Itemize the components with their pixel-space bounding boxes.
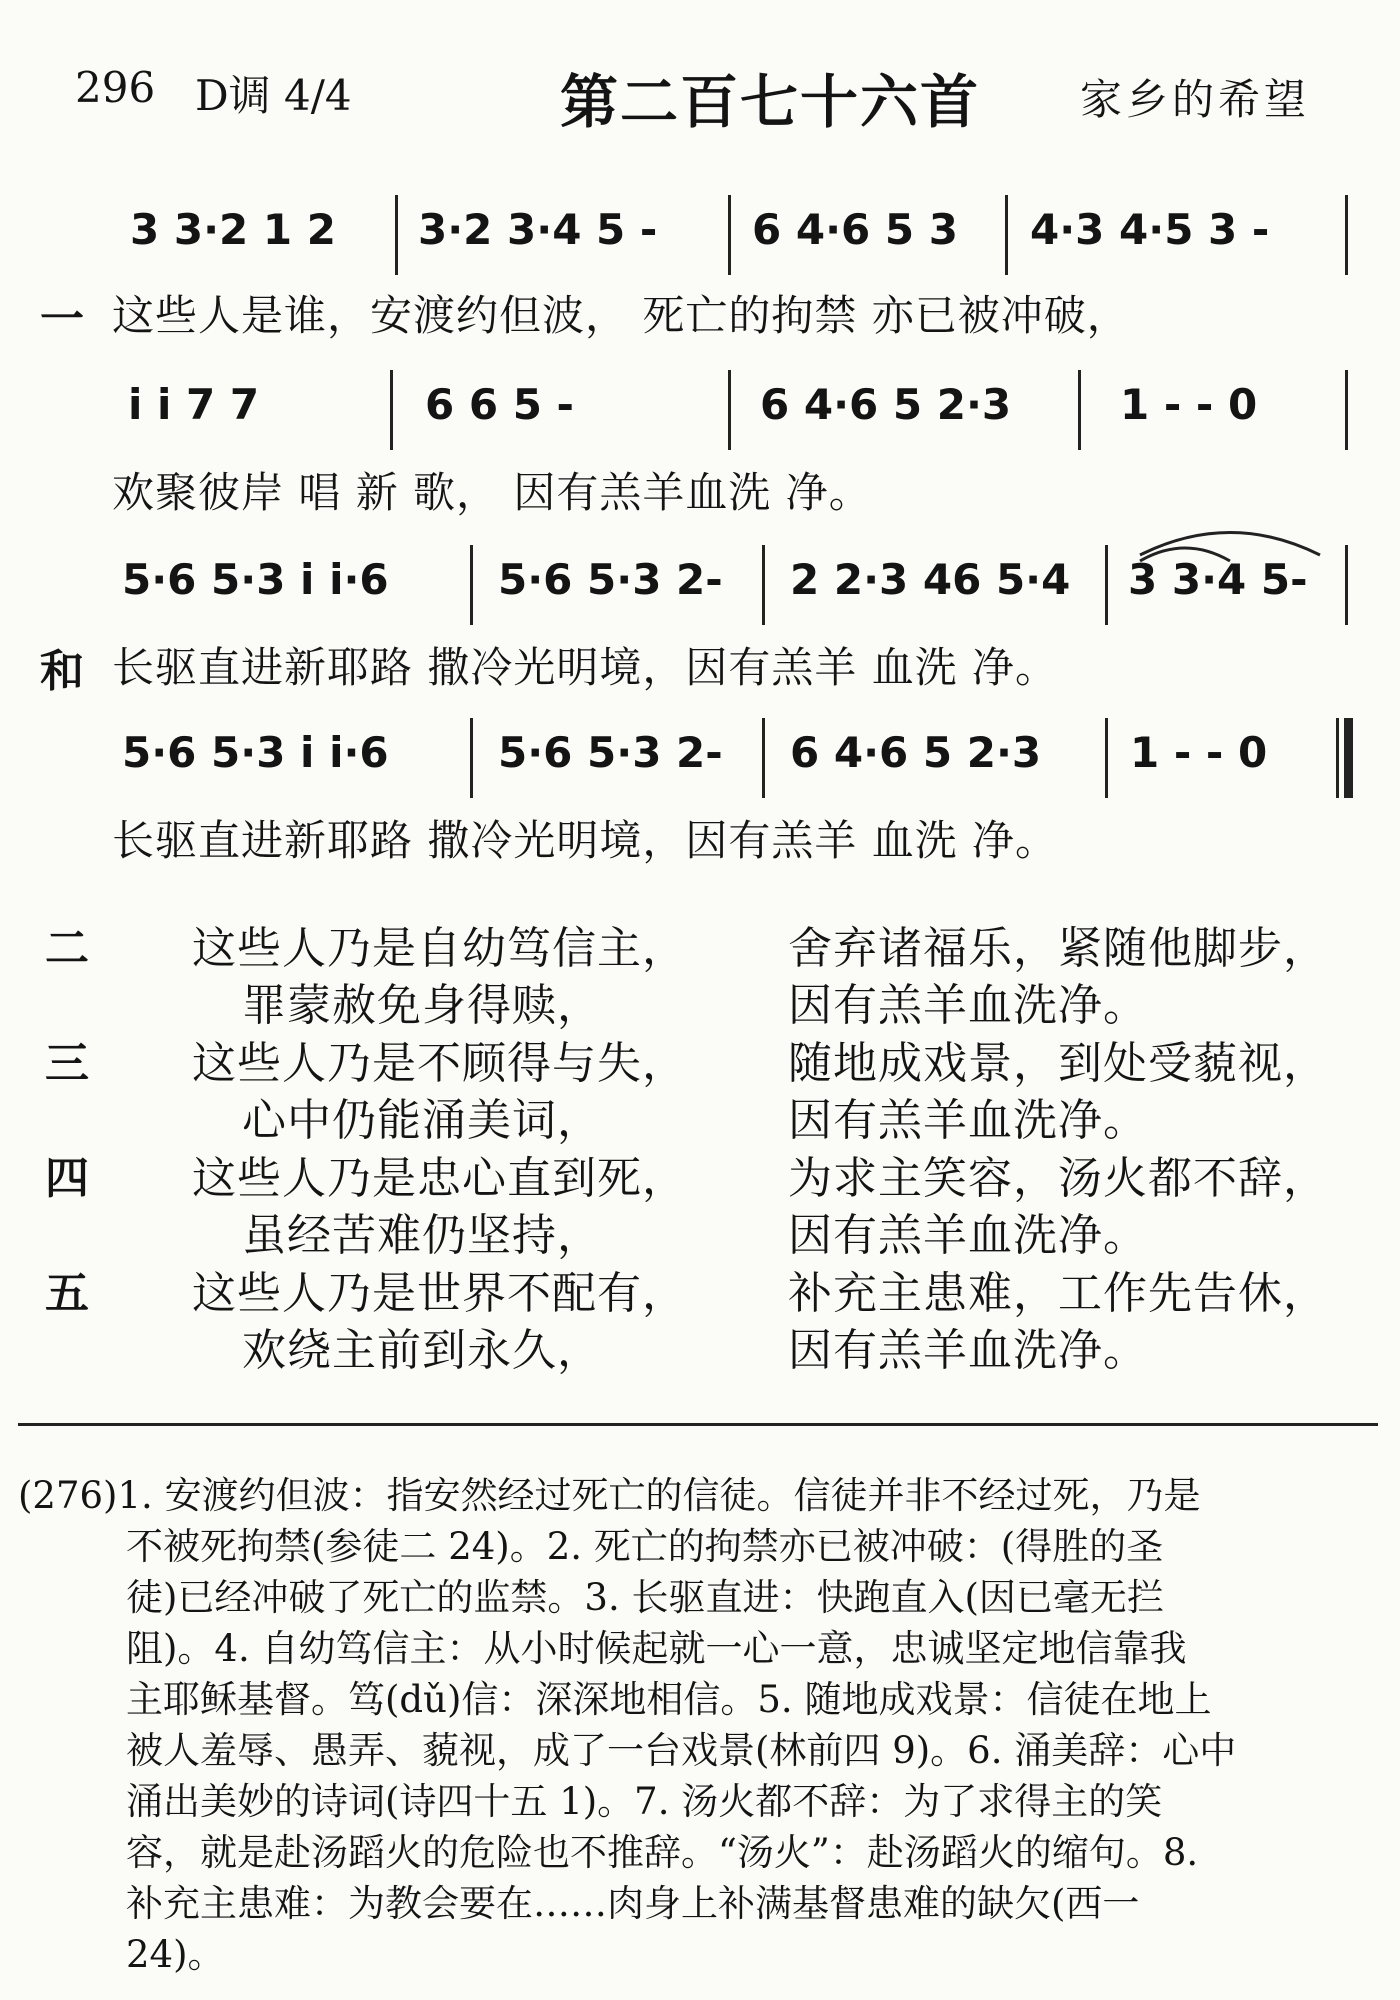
barline <box>470 718 473 798</box>
barline <box>390 370 393 450</box>
barline <box>1105 718 1108 798</box>
footnote-line: 补充主患难：为教会要在……肉身上补满基督患难的缺欠(西一 <box>126 1882 1140 1925</box>
verse-line: 因有羔羊血洗净。 <box>788 1325 1148 1376</box>
measure: 5·6 5·3 i i·6 <box>122 728 389 777</box>
measure: 4·3 4·5 3 - <box>1030 205 1270 254</box>
notation-line <box>0 195 1400 275</box>
verse-number: 五 <box>45 1268 89 1319</box>
verse-number: 四 <box>45 1153 89 1204</box>
key-and-meter: D调 4/4 <box>195 71 352 120</box>
verse-line: 欢绕主前到永久， <box>242 1325 602 1376</box>
footnote-line: 徒)已经冲破了死亡的监禁。3. 长驱直进：快跑直入(因已毫无拦 <box>126 1576 1164 1619</box>
verse-marker: 和 <box>40 646 84 697</box>
lyric-line: 长驱直进新耶路 撒冷光明境，因有羔羊 血洗 净。 <box>112 816 1059 865</box>
hymn-subtitle: 家乡的希望 <box>1080 75 1311 124</box>
notation-line <box>0 718 1400 798</box>
verse-line: 罪蒙赦免身得赎， <box>242 980 602 1031</box>
measure: 1 - - 0 <box>1120 380 1258 429</box>
verse-line: 虽经苦难仍坚持， <box>242 1210 602 1261</box>
notation-line <box>0 545 1400 625</box>
verse-line: 这些人乃是不顾得与失， <box>192 1038 687 1089</box>
measure: 6 6 5 - <box>425 380 574 429</box>
verse-line: 这些人乃是自幼笃信主， <box>192 923 687 974</box>
measure: 3·2 3·4 5 - <box>418 205 658 254</box>
verse-line: 随地成戏景，到处受藐视， <box>788 1038 1328 1089</box>
barline <box>1105 545 1108 625</box>
barline <box>1005 195 1008 275</box>
final-barline-thin <box>1336 718 1339 798</box>
notation-line <box>0 370 1400 450</box>
barline <box>1078 370 1081 450</box>
measure: 1 - - 0 <box>1130 728 1268 777</box>
lyric-line: 欢聚彼岸 唱 新 歌， 因有羔羊血洗 净。 <box>112 468 872 517</box>
footnote-line: 阻)。4. 自幼笃信主：从小时候起就一心一意，忠诚坚定地信靠我 <box>126 1627 1187 1670</box>
footnote-first-line <box>18 1470 1378 1521</box>
verse-line: 补充主患难，工作先告休， <box>788 1268 1328 1319</box>
footnote-line: 主耶稣基督。笃(dǔ)信：深深地相信。5. 随地成戏景：信徒在地上 <box>126 1678 1212 1721</box>
final-barline-thick <box>1344 718 1353 798</box>
barline <box>728 195 731 275</box>
verse-number: 二 <box>45 923 89 974</box>
barline <box>1345 545 1348 625</box>
measure: 5·6 5·3 2- <box>498 728 723 777</box>
hymn-number: 296 <box>75 63 156 112</box>
measure: 3 3·4 5- <box>1128 555 1308 604</box>
footnote-ref: (276) <box>18 1474 118 1517</box>
verse-marker: 一 <box>40 294 84 345</box>
verse-line: 因有羔羊血洗净。 <box>788 1210 1148 1261</box>
footnotes <box>18 1470 1378 1980</box>
verse-number: 三 <box>45 1038 89 1089</box>
verse-line: 为求主笑容，汤火都不辞， <box>788 1153 1328 1204</box>
measure: 5·6 5·3 i i·6 <box>122 555 389 604</box>
footnote-line: 被人羞辱、愚弄、藐视，成了一台戏景(林前四 9)。6. 涌美辞：心中 <box>126 1729 1237 1772</box>
footnote-line: 24)。 <box>126 1933 225 1976</box>
barline <box>470 545 473 625</box>
measure: 6 4·6 5 2·3 <box>790 728 1042 777</box>
barline <box>762 545 765 625</box>
measure: 6 4·6 5 3 <box>752 205 958 254</box>
verse-line: 因有羔羊血洗净。 <box>788 1095 1148 1146</box>
barline <box>1345 195 1348 275</box>
barline <box>728 370 731 450</box>
barline <box>762 718 765 798</box>
measure: i i 7 7 <box>128 380 260 429</box>
verse-line: 这些人乃是世界不配有， <box>192 1268 687 1319</box>
barline <box>1345 370 1348 450</box>
measure: 6 4·6 5 2·3 <box>760 380 1012 429</box>
separator-line <box>18 1423 1378 1426</box>
measure: 2 2·3 46 5·4 <box>790 555 1071 604</box>
footnote-line: 容，就是赴汤蹈火的危险也不推辞。“汤火”：赴汤蹈火的缩句。8. <box>126 1831 1199 1874</box>
hymn-header <box>60 55 1360 135</box>
hymn-title: 第二百七十六首 <box>560 68 981 136</box>
footnote-line: 涌出美妙的诗词(诗四十五 1)。7. 汤火都不辞：为了求得主的笑 <box>126 1780 1163 1823</box>
lyric-line: 长驱直进新耶路 撒冷光明境，因有羔羊 血洗 净。 <box>112 643 1059 692</box>
footnote-line: 1. 安渡约但波：指安然经过死亡的信徒。信徒并非不经过死，乃是 <box>117 1474 1201 1517</box>
footnote-line: 不被死拘禁(参徒二 24)。2. 死亡的拘禁亦已被冲破：(得胜的圣 <box>126 1525 1164 1568</box>
lyric-line: 这些人是谁，安渡约但波， 死亡的拘禁 亦已被冲破， <box>112 291 1130 340</box>
verse-line: 这些人乃是忠心直到死， <box>192 1153 687 1204</box>
barline <box>395 195 398 275</box>
verse-line: 因有羔羊血洗净。 <box>788 980 1148 1031</box>
verse-line: 舍弃诸福乐，紧随他脚步， <box>788 923 1328 974</box>
measure: 5·6 5·3 2- <box>498 555 723 604</box>
verse-line: 心中仍能涌美词， <box>242 1095 602 1146</box>
measure: 3 3·2 1 2 <box>130 205 336 254</box>
